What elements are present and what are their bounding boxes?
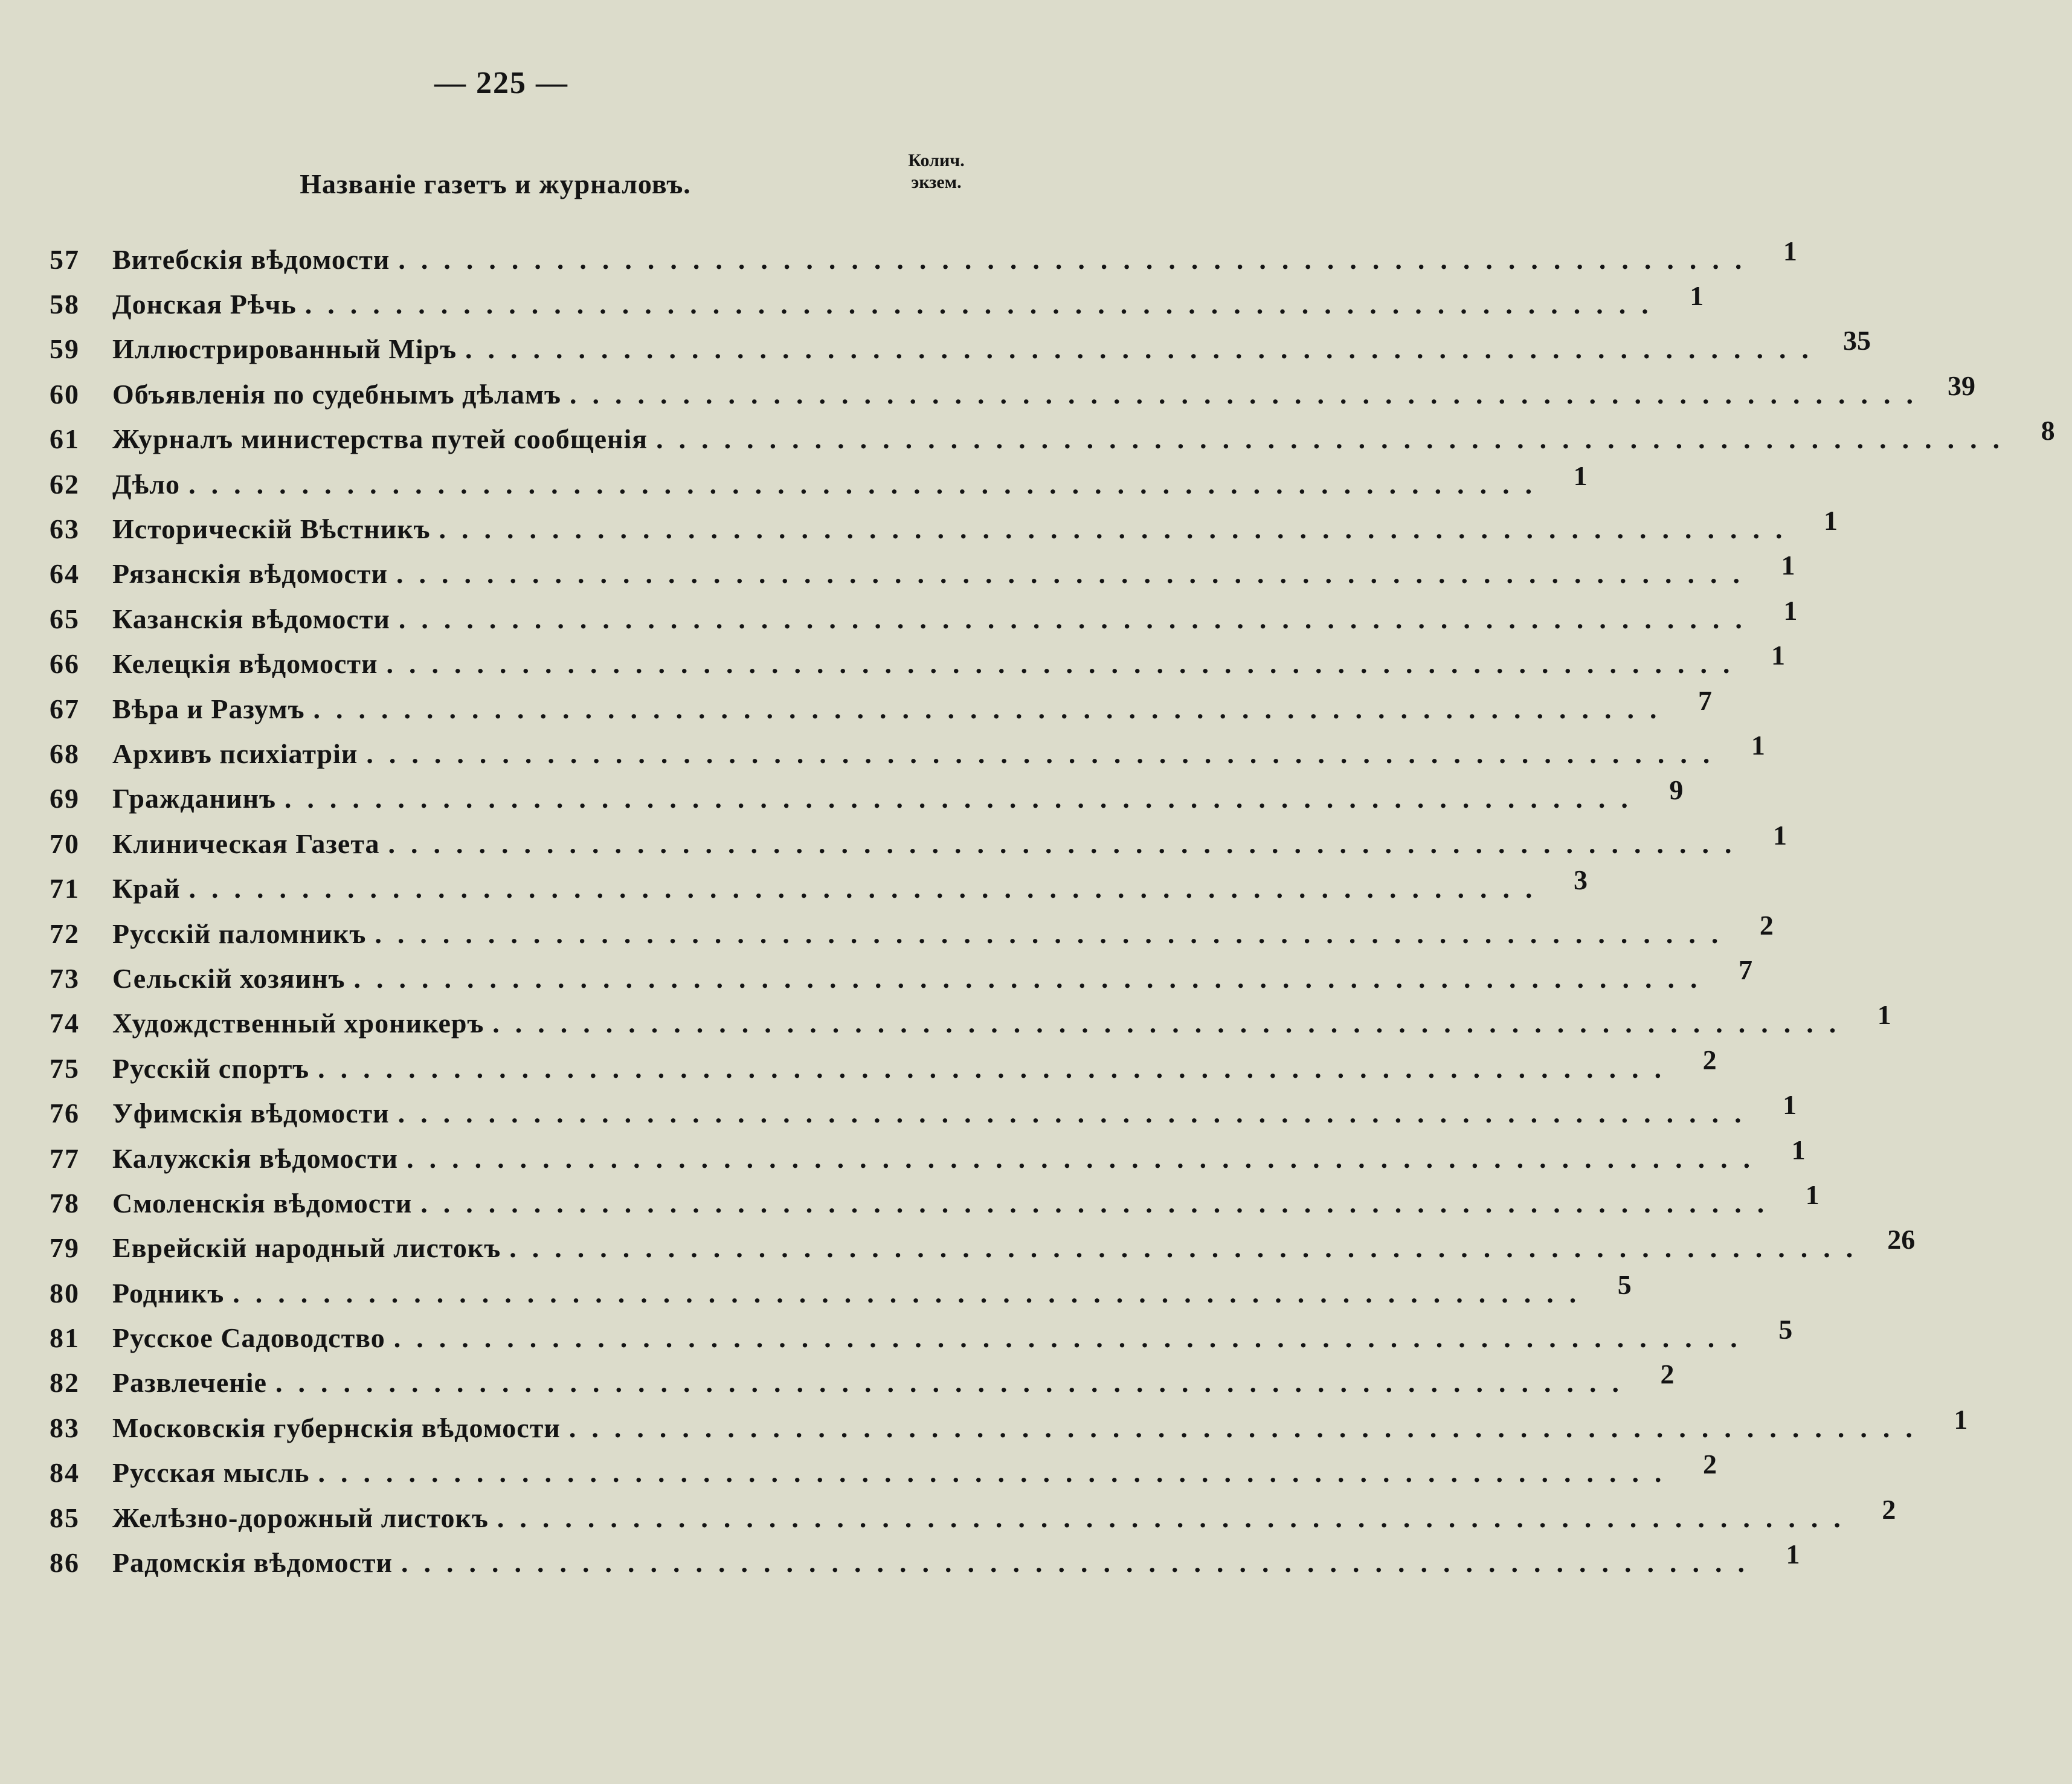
item-count: 1 [1824, 505, 1838, 536]
list-item [50, 370, 1975, 416]
item-count: 1 [1783, 594, 1798, 626]
item-number: 66 [50, 648, 80, 680]
item-number: 57 [50, 243, 80, 275]
item-number: 67 [50, 693, 80, 724]
item-number: 58 [50, 289, 80, 320]
item-count: 1 [1805, 1179, 1819, 1210]
leader-dots: ............................................................ [233, 1277, 1592, 1309]
item-count: 1 [1781, 550, 1795, 581]
leader-dots: ............................................................ [304, 289, 1664, 320]
list-item [50, 1224, 1916, 1270]
leader-dots: ............................................................ [318, 1457, 1678, 1489]
count-header-line-1: Колич. [908, 150, 965, 170]
item-number: 80 [50, 1277, 80, 1309]
leader-dots: ............................................................ [569, 378, 1929, 410]
item-number: 85 [50, 1502, 80, 1533]
item-title: Развлеченіе [112, 1367, 267, 1399]
leader-dots: ............................................................ [568, 1412, 1928, 1443]
item-count: 26 [1887, 1224, 1916, 1255]
leader-dots: ............................................................ [188, 468, 1548, 500]
item-title: Русское Садоводство [112, 1322, 385, 1354]
leader-dots: ............................................................ [284, 783, 1644, 814]
item-number: 77 [50, 1142, 80, 1174]
item-title: Худождственный хроникеръ [112, 1008, 484, 1039]
list-item [50, 819, 1787, 866]
item-count: 7 [1698, 684, 1713, 716]
page-number: — 225 — [434, 66, 568, 100]
item-number: 75 [50, 1052, 80, 1084]
item-title: Калужскія вѣдомости [112, 1142, 399, 1174]
list-item [50, 1539, 1800, 1585]
item-number: 73 [50, 962, 80, 994]
item-count: 2 [1882, 1493, 1896, 1525]
item-number: 82 [50, 1367, 80, 1399]
item-number: 78 [50, 1187, 80, 1219]
item-title: Рязанскія вѣдомости [112, 558, 388, 590]
list-item [50, 235, 1797, 282]
leader-dots: ............................................................ [396, 558, 1755, 590]
column-title: Названіе газетъ и журналовъ. [300, 169, 691, 199]
item-number: 61 [50, 423, 80, 455]
list-item [50, 325, 1871, 372]
item-number: 74 [50, 1008, 80, 1039]
list-item [50, 909, 1774, 956]
item-title: Смоленскія вѣдомости [112, 1187, 413, 1219]
item-number: 63 [50, 514, 80, 545]
list-item [50, 729, 1765, 776]
item-number: 71 [50, 873, 80, 904]
list-item [50, 999, 1891, 1046]
item-number: 84 [50, 1457, 80, 1489]
item-count: 8 [2041, 415, 2055, 446]
item-number: 86 [50, 1547, 80, 1579]
item-number: 69 [50, 783, 80, 814]
leader-dots: ............................................................ [393, 1322, 1753, 1354]
list-item [50, 1179, 1819, 1225]
leader-dots: ............................................................ [465, 333, 1825, 365]
leader-dots: ............................................................ [439, 514, 1798, 545]
leader-dots: ............................................................ [275, 1367, 1635, 1399]
item-title: Уфимскія вѣдомости [112, 1098, 390, 1129]
newspaper-list [50, 235, 2055, 1585]
leader-dots: ............................................................ [388, 828, 1748, 859]
item-count: 1 [1690, 280, 1704, 312]
list-item [50, 1403, 1968, 1450]
item-title: Донская Рѣчь [112, 289, 297, 320]
item-title: Объявленія по судебнымъ дѣламъ [112, 378, 561, 410]
leader-dots: ............................................................ [318, 1052, 1678, 1084]
list-item [50, 774, 1684, 821]
item-title: Русская мысль [112, 1457, 310, 1489]
item-count: 7 [1738, 954, 1752, 985]
item-title: Историческій Вѣстникъ [112, 514, 431, 545]
item-title: Желѣзно-дорожный листокъ [112, 1502, 489, 1533]
list-item [50, 954, 1752, 1000]
item-count: 5 [1617, 1269, 1632, 1300]
item-number: 64 [50, 558, 80, 590]
leader-dots: ............................................................ [397, 1098, 1757, 1129]
item-title: Дѣло [112, 468, 181, 500]
count-header [888, 150, 985, 193]
leader-dots: ............................................................ [492, 1008, 1852, 1039]
list-item [50, 1493, 1896, 1540]
leader-dots: ............................................................ [188, 873, 1548, 904]
item-count: 1 [1773, 819, 1787, 851]
leader-dots: ............................................................ [420, 1187, 1780, 1219]
item-number: 62 [50, 468, 80, 500]
item-number: 76 [50, 1098, 80, 1129]
item-count: 1 [1751, 729, 1765, 761]
list-item [50, 1314, 1793, 1360]
leader-dots: ............................................................ [353, 962, 1713, 994]
item-title: Казанскія вѣдомости [112, 603, 390, 634]
item-number: 72 [50, 918, 80, 949]
list-item [50, 1044, 1717, 1090]
item-count: 2 [1660, 1359, 1675, 1390]
list-item [50, 1449, 1717, 1495]
item-title: Витебскія вѣдомости [112, 243, 390, 275]
item-count: 39 [1947, 370, 1975, 401]
list-item [50, 594, 1798, 641]
item-number: 83 [50, 1412, 80, 1443]
item-count: 2 [1759, 909, 1774, 941]
leader-dots: ............................................................ [407, 1142, 1766, 1174]
item-number: 70 [50, 828, 80, 859]
item-count: 2 [1702, 1044, 1717, 1075]
item-number: 60 [50, 378, 80, 410]
list-item [50, 1269, 1632, 1315]
item-title: Гражданинъ [112, 783, 276, 814]
item-count: 35 [1843, 325, 1871, 356]
item-title: Журналъ министерства путей сообщенія [112, 423, 648, 455]
item-count: 9 [1669, 774, 1684, 806]
list-item [50, 280, 1704, 326]
item-count: 1 [1791, 1134, 1806, 1165]
item-number: 68 [50, 738, 80, 769]
list-item [50, 505, 1838, 551]
item-count: 3 [1573, 865, 1588, 896]
item-title: Московскія губернскія вѣдомости [112, 1412, 561, 1443]
list-item [50, 1089, 1797, 1135]
leader-dots: ............................................................ [401, 1547, 1760, 1579]
item-count: 1 [1783, 1089, 1797, 1121]
leader-dots: ............................................................ [313, 693, 1673, 724]
leader-dots: ............................................................ [497, 1502, 1856, 1533]
item-count: 1 [1771, 640, 1786, 671]
list-item [50, 550, 1795, 596]
item-count: 1 [1877, 999, 1891, 1031]
item-title: Радомскія вѣдомости [112, 1547, 393, 1579]
item-title: Иллюстрированный Міръ [112, 333, 457, 365]
list-item [50, 1359, 1675, 1405]
leader-dots: ............................................................ [509, 1232, 1869, 1264]
item-title: Архивъ психіатріи [112, 738, 358, 769]
item-title: Келецкія вѣдомости [112, 648, 378, 680]
leader-dots: ............................................................ [375, 918, 1734, 949]
list-item [50, 640, 1786, 686]
item-number: 65 [50, 603, 80, 634]
leader-dots: ............................................................ [398, 603, 1758, 634]
item-title: Русскій паломникъ [112, 918, 367, 949]
leader-dots: ............................................................ [398, 243, 1758, 275]
count-header-line-2: экзем. [911, 172, 962, 192]
list-item [50, 684, 1713, 731]
list-item [50, 1134, 1806, 1180]
leader-dots: ............................................................ [386, 648, 1746, 680]
item-title: Вѣра и Разумъ [112, 693, 305, 724]
item-number: 79 [50, 1232, 80, 1264]
list-item [50, 865, 1588, 910]
item-title: Клиническая Газета [112, 828, 380, 859]
item-count: 1 [1783, 235, 1797, 266]
leader-dots: ............................................................ [656, 423, 2016, 455]
item-number: 59 [50, 333, 80, 365]
item-title: Еврейскій народный листокъ [112, 1232, 501, 1264]
item-count: 1 [1573, 460, 1588, 491]
item-title: Край [112, 873, 181, 904]
item-number: 81 [50, 1322, 80, 1354]
list-item [50, 415, 2055, 462]
leader-dots: ............................................................ [366, 738, 1726, 769]
item-count: 1 [1786, 1539, 1800, 1570]
item-count: 1 [1954, 1403, 1968, 1435]
item-title: Русскій спортъ [112, 1052, 310, 1084]
item-count: 5 [1778, 1314, 1793, 1345]
item-count: 2 [1703, 1449, 1717, 1480]
list-item [50, 460, 1588, 506]
item-title: Родникъ [112, 1277, 225, 1309]
item-title: Сельскій хозяинъ [112, 962, 346, 994]
